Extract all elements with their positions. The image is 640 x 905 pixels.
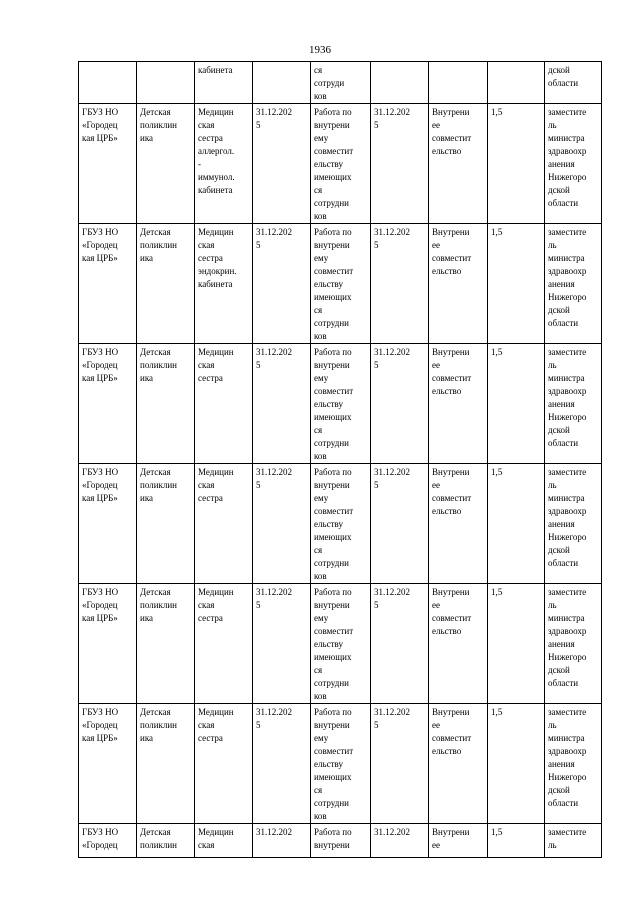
cell-date: 31.12.202 bbox=[253, 824, 311, 858]
table-row bbox=[79, 344, 602, 464]
cell-organization bbox=[79, 62, 137, 104]
cell-position: Медицин ская сестра bbox=[195, 584, 253, 704]
cell-rate: 1,5 bbox=[488, 344, 545, 464]
cell-employment: Внутрени ее совместит ельство bbox=[429, 704, 488, 824]
table-row bbox=[79, 224, 602, 344]
cell-department: Детская поликлин ика bbox=[137, 104, 195, 224]
cell-position: Медицин ская bbox=[195, 824, 253, 858]
cell-approver: заместите ль министра здравоохр анения Нижегоро дской области bbox=[545, 464, 602, 584]
cell-position: Медицин ская сестра эндокрин. кабинета bbox=[195, 224, 253, 344]
cell-rate: 1,5 bbox=[488, 464, 545, 584]
cell-rate: 1,5 bbox=[488, 224, 545, 344]
cell-approver: заместите ль министра здравоохр анения Нижегоро дской области bbox=[545, 584, 602, 704]
cell-work-type: Работа по внутрени ему совместит ельству имеющих ся сотрудни ков bbox=[311, 224, 371, 344]
cell-organization: ГБУЗ НО «Городец кая ЦРБ» bbox=[79, 344, 137, 464]
cell-approver: заместите ль министра здравоохр анения Нижегоро дской области bbox=[545, 224, 602, 344]
cell-organization: ГБУЗ НО «Городец кая ЦРБ» bbox=[79, 104, 137, 224]
cell-position: Медицин ская сестра bbox=[195, 704, 253, 824]
table-row bbox=[79, 104, 602, 224]
cell-work-type: Работа по внутрени ему совместит ельству имеющих ся сотрудни ков bbox=[311, 464, 371, 584]
cell-date: 31.12.202 5 bbox=[253, 224, 311, 344]
cell-date: 31.12.202 5 bbox=[253, 104, 311, 224]
cell-work-type: Работа по внутрени ему совместит ельству имеющих ся сотрудни ков bbox=[311, 704, 371, 824]
cell-organization: ГБУЗ НО «Городец bbox=[79, 824, 137, 858]
cell-work-type: ся сотруди ков bbox=[311, 62, 371, 104]
cell-rate: 1,5 bbox=[488, 584, 545, 704]
cell-date-end: 31.12.202 5 bbox=[371, 344, 429, 464]
cell-rate: 1,5 bbox=[488, 824, 545, 858]
cell-date: 31.12.202 5 bbox=[253, 584, 311, 704]
cell-work-type: Работа по внутрени ему совместит ельству имеющих ся сотрудни ков bbox=[311, 104, 371, 224]
cell-department: Детская поликлин bbox=[137, 824, 195, 858]
cell-approver: дской области bbox=[545, 62, 602, 104]
table-row bbox=[79, 824, 602, 858]
cell-organization: ГБУЗ НО «Городец кая ЦРБ» bbox=[79, 224, 137, 344]
cell-position: Медицин ская сестра аллергол. - иммунол. кабинета bbox=[195, 104, 253, 224]
cell-position: Медицин ская сестра bbox=[195, 344, 253, 464]
cell-work-type: Работа по внутрени ему совместит ельству имеющих ся сотрудни ков bbox=[311, 344, 371, 464]
cell-organization: ГБУЗ НО «Городец кая ЦРБ» bbox=[79, 464, 137, 584]
cell-date bbox=[253, 62, 311, 104]
cell-position: кабинета bbox=[195, 62, 253, 104]
cell-work-type: Работа по внутрени bbox=[311, 824, 371, 858]
cell-date-end bbox=[371, 62, 429, 104]
cell-department bbox=[137, 62, 195, 104]
cell-approver: заместите ль министра здравоохр анения Нижегоро дской области bbox=[545, 104, 602, 224]
cell-employment: Внутрени ее совместит ельство bbox=[429, 464, 488, 584]
cell-employment: Внутрени ее совместит ельство bbox=[429, 104, 488, 224]
cell-rate bbox=[488, 62, 545, 104]
cell-department: Детская поликлин ика bbox=[137, 704, 195, 824]
page-number: 1936 bbox=[309, 44, 331, 56]
cell-work-type: Работа по внутрени ему совместит ельству имеющих ся сотрудни ков bbox=[311, 584, 371, 704]
table-row bbox=[79, 704, 602, 824]
cell-organization: ГБУЗ НО «Городец кая ЦРБ» bbox=[79, 704, 137, 824]
cell-date: 31.12.202 5 bbox=[253, 704, 311, 824]
cell-department: Детская поликлин ика bbox=[137, 584, 195, 704]
cell-rate: 1,5 bbox=[488, 704, 545, 824]
table-row bbox=[79, 584, 602, 704]
cell-organization: ГБУЗ НО «Городец кая ЦРБ» bbox=[79, 584, 137, 704]
table-row bbox=[79, 464, 602, 584]
cell-date-end: 31.12.202 5 bbox=[371, 704, 429, 824]
cell-date-end: 31.12.202 5 bbox=[371, 104, 429, 224]
cell-position: Медицин ская сестра bbox=[195, 464, 253, 584]
cell-department: Детская поликлин ика bbox=[137, 224, 195, 344]
cell-approver: заместите ль министра здравоохр анения Нижегоро дской области bbox=[545, 704, 602, 824]
vacancy-table bbox=[78, 61, 602, 858]
cell-date-end: 31.12.202 5 bbox=[371, 464, 429, 584]
cell-date-end: 31.12.202 5 bbox=[371, 224, 429, 344]
cell-department: Детская поликлин ика bbox=[137, 464, 195, 584]
cell-date: 31.12.202 5 bbox=[253, 344, 311, 464]
cell-employment: Внутрени ее совместит ельство bbox=[429, 224, 488, 344]
table-row bbox=[79, 62, 602, 104]
cell-approver: заместите ль bbox=[545, 824, 602, 858]
cell-rate: 1,5 bbox=[488, 104, 545, 224]
cell-employment bbox=[429, 62, 488, 104]
cell-approver: заместите ль министра здравоохр анения Нижегоро дской области bbox=[545, 344, 602, 464]
cell-employment: Внутрени ее совместит ельство bbox=[429, 584, 488, 704]
cell-employment: Внутрени ее совместит ельство bbox=[429, 344, 488, 464]
cell-date-end: 31.12.202 bbox=[371, 824, 429, 858]
cell-department: Детская поликлин ика bbox=[137, 344, 195, 464]
cell-date-end: 31.12.202 5 bbox=[371, 584, 429, 704]
cell-employment: Внутрени ее bbox=[429, 824, 488, 858]
cell-date: 31.12.202 5 bbox=[253, 464, 311, 584]
